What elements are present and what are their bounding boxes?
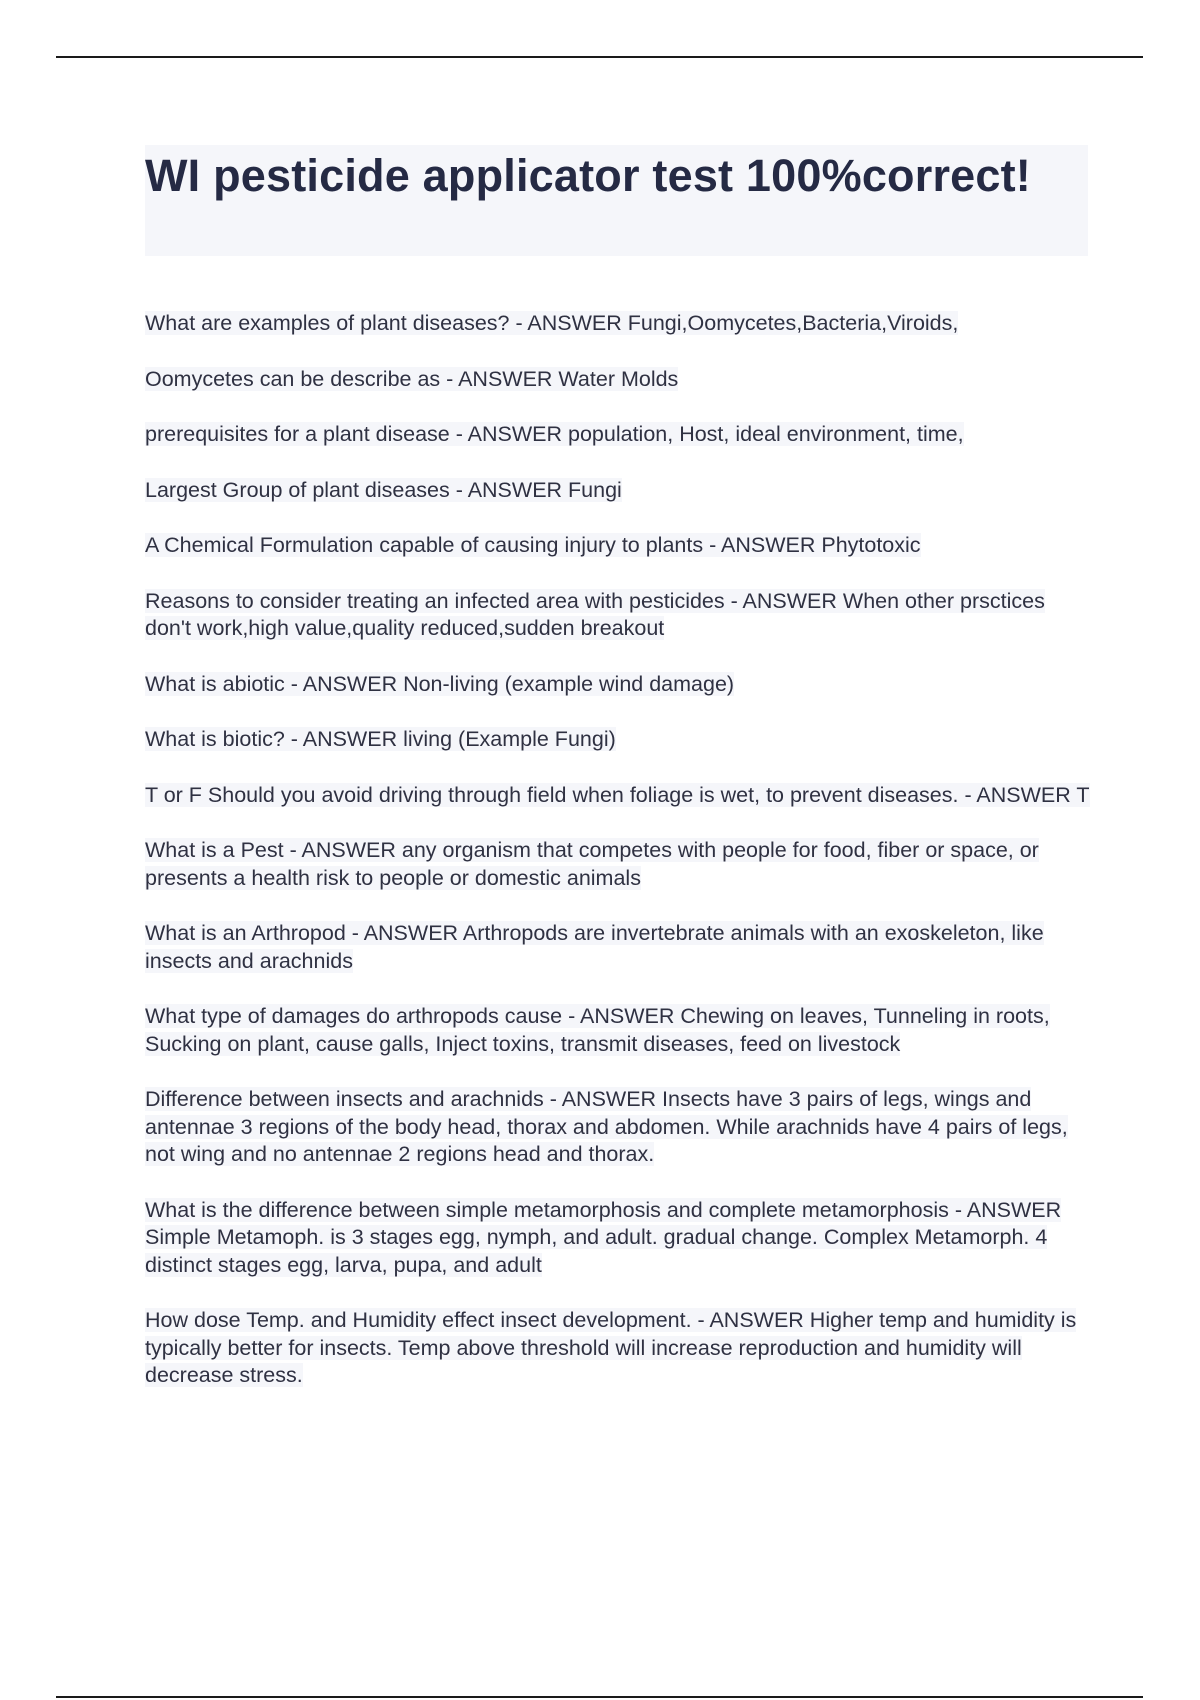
qa-text: prerequisites for a plant disease - ANSWER population, Host, ideal environment, time, xyxy=(145,422,964,446)
qa-item xyxy=(145,421,1095,449)
qa-item xyxy=(145,837,1095,892)
qa-item xyxy=(145,920,1095,975)
qa-text: T or F Should you avoid driving through field when foliage is wet, to prevent diseases. - ANSWER T xyxy=(145,782,1090,807)
qa-item xyxy=(145,366,1095,394)
qa-item xyxy=(145,1197,1095,1280)
qa-text: What is biotic? - ANSWER living (Example Fungi) xyxy=(145,727,616,751)
qa-text: What type of damages do arthropods cause - ANSWER Chewing on leaves, Tunneling in roots, Sucking on plant, cause galls, Inject toxins, transmit diseases, feed on livestock xyxy=(145,1004,1050,1056)
top-divider xyxy=(56,56,1143,58)
qa-item xyxy=(145,1307,1095,1390)
qa-text: Oomycetes can be describe as - ANSWER Water Molds xyxy=(145,366,679,391)
qa-item xyxy=(145,477,1095,505)
qa-text: Largest Group of plant diseases - ANSWER Fungi xyxy=(145,477,622,502)
qa-text: Difference between insects and arachnids - ANSWER Insects have 3 pairs of legs, wings and antennae 3 regions of the body head, thorax and abdomen. While arachnids have 4 pairs of legs, not wing and no antennae 2 regions head and thorax. xyxy=(145,1087,1068,1166)
bottom-divider xyxy=(56,1696,1143,1698)
page-title: WI pesticide applicator test 100%correct! xyxy=(145,150,1031,201)
qa-text: A Chemical Formulation capable of causing injury to plants - ANSWER Phytotoxic xyxy=(145,533,921,557)
qa-item xyxy=(145,588,1095,643)
qa-item xyxy=(145,782,1095,810)
qa-item xyxy=(145,1003,1095,1058)
qa-item xyxy=(145,1086,1095,1169)
qa-text: What is abiotic - ANSWER Non-living (example wind damage) xyxy=(145,671,735,696)
qa-text: Reasons to consider treating an infected area with pesticides - ANSWER When other prsctices don't work,high value,quality reduced,sudden breakout xyxy=(145,588,1045,640)
title-block xyxy=(145,145,1088,256)
qa-item xyxy=(145,671,1095,699)
qa-text: What is a Pest - ANSWER any organism that competes with people for food, fiber or space, or presents a health risk to people or domestic animals xyxy=(145,838,1039,890)
qa-list xyxy=(145,310,1095,1418)
qa-item xyxy=(145,726,1095,754)
qa-text: What are examples of plant diseases? - ANSWER Fungi,Oomycetes,Bacteria,Viroids, xyxy=(145,311,959,335)
qa-item xyxy=(145,310,1095,338)
qa-text: How dose Temp. and Humidity effect insect development. - ANSWER Higher temp and humidity is typically better for insects. Temp above threshold will increase reproduction and humidity will decrease stress. xyxy=(145,1308,1077,1387)
qa-item xyxy=(145,532,1095,560)
qa-text: What is an Arthropod - ANSWER Arthropods are invertebrate animals with an exoskeleton, like insects and arachnids xyxy=(145,921,1044,973)
qa-text: What is the difference between simple metamorphosis and complete metamorphosis - ANSWER Simple Metamoph. is 3 stages egg, nymph, and adult. gradual change. Complex Metamorph. 4 distinct stages egg, larva, pupa, and adult xyxy=(145,1197,1062,1277)
